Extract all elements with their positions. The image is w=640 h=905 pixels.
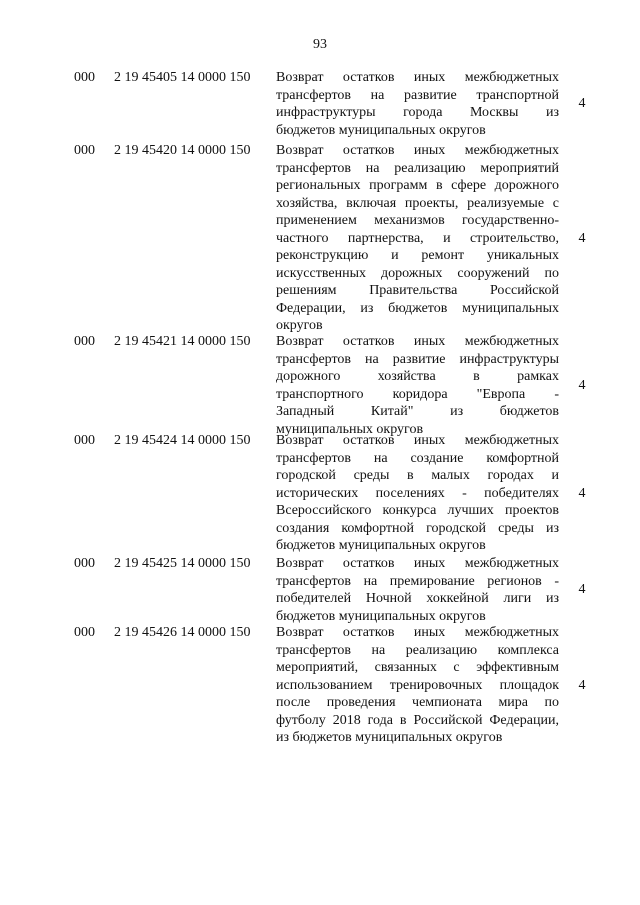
amount-cell: 4: [578, 96, 586, 112]
description-line: реконструкцию и ремонт уникальных: [276, 248, 559, 263]
description-line: Западный Китай" из бюджетов: [276, 404, 559, 419]
description-line: дорожного хозяйства в рамках: [276, 369, 559, 384]
description-line: трансфертов на реализацию мероприятий: [276, 160, 559, 176]
description-cell: [276, 555, 559, 625]
budget-classification-code-cell: 2 19 45405 14 0000 150: [114, 70, 251, 85]
table-row: [0, 555, 640, 625]
description-line: из бюджетов муниципальных округов: [276, 730, 503, 745]
admin-code-cell: 000: [74, 433, 95, 448]
table-row: [0, 432, 640, 555]
budget-classification-code-cell: 2 19 45420 14 0000 150: [114, 143, 251, 158]
amount-cell: 4: [578, 230, 586, 246]
table-row: [0, 333, 640, 438]
table-row: [0, 142, 640, 335]
description-line: Возврат остатков иных межбюджетных: [276, 143, 559, 158]
description-line: трансфертов на премирование регионов -: [276, 573, 559, 589]
admin-code-cell: 000: [74, 143, 95, 158]
description-line: округов: [276, 318, 323, 333]
description-line: после проведения чемпионата мира по: [276, 695, 559, 710]
description-line: Возврат остатков иных межбюджетных: [276, 334, 559, 349]
admin-code-cell: 000: [74, 625, 95, 640]
description-cell: [276, 432, 559, 555]
table-row: [0, 624, 640, 747]
description-line: трансфертов на развитие инфраструктуры: [276, 351, 559, 367]
amount-cell: 4: [578, 582, 586, 598]
description-line: бюджетов муниципальных округов: [276, 608, 486, 624]
description-line: региональных программ в сфере дорожного: [276, 178, 559, 193]
description-line: трансфертов на реализацию комплекса: [276, 642, 559, 658]
amount-cell: 4: [578, 377, 586, 393]
admin-code-cell: 000: [74, 334, 95, 349]
description-line: транспортного коридора "Европа -: [276, 386, 559, 402]
description-line: Возврат остатков иных межбюджетных: [276, 556, 559, 571]
description-line: использованием тренировочных площадок: [276, 677, 559, 693]
budget-classification-code-cell: 2 19 45421 14 0000 150: [114, 334, 251, 349]
budget-classification-code-cell: 2 19 45426 14 0000 150: [114, 625, 251, 640]
description-cell: [276, 624, 559, 747]
description-line: мероприятий, связанных с эффективным: [276, 660, 559, 675]
description-line: трансфертов на развитие транспортной: [276, 87, 559, 103]
budget-classification-code-cell: 2 19 45425 14 0000 150: [114, 556, 251, 571]
amount-cell: 4: [578, 677, 586, 693]
description-line: бюджетов муниципальных округов: [276, 122, 486, 138]
admin-code-cell: 000: [74, 70, 95, 85]
description-line: решениям Правительства Российской: [276, 283, 559, 298]
description-cell: [276, 333, 559, 438]
description-line: Возврат остатков иных межбюджетных: [276, 433, 559, 448]
table-row: [0, 69, 640, 139]
admin-code-cell: 000: [74, 556, 95, 571]
description-line: искусственных дорожных сооружений по: [276, 265, 559, 281]
description-line: хозяйства, включая проекты, реализуемые с: [276, 195, 559, 211]
description-line: городской среды в малых городах и: [276, 468, 559, 483]
description-line: применением механизмов государственно-: [276, 213, 559, 228]
description-cell: [276, 69, 559, 139]
description-line: Возврат остатков иных межбюджетных: [276, 625, 559, 640]
description-line: частного партнерства, и строительство,: [276, 230, 559, 246]
amount-cell: 4: [578, 485, 586, 501]
description-line: инфраструктуры города Москвы из: [276, 105, 559, 120]
description-line: футболу 2018 года в Российской Федерации,: [276, 712, 559, 728]
description-line: Федерации, из бюджетов муниципальных: [276, 300, 559, 316]
description-line: исторических поселениях - победителях: [276, 485, 559, 501]
budget-classification-code-cell: 2 19 45424 14 0000 150: [114, 433, 251, 448]
description-line: бюджетов муниципальных округов: [276, 538, 486, 553]
description-line: создания комфортной городской среды из: [276, 520, 559, 536]
description-line: муниципальных округов: [276, 421, 424, 437]
page-number: 93: [313, 37, 327, 52]
description-line: Всероссийского конкурса лучших проектов: [276, 503, 559, 518]
description-line: победителей Ночной хоккейной лиги из: [276, 591, 559, 606]
description-line: Возврат остатков иных межбюджетных: [276, 70, 559, 85]
description-line: трансфертов на создание комфортной: [276, 450, 559, 466]
description-cell: [276, 142, 559, 335]
